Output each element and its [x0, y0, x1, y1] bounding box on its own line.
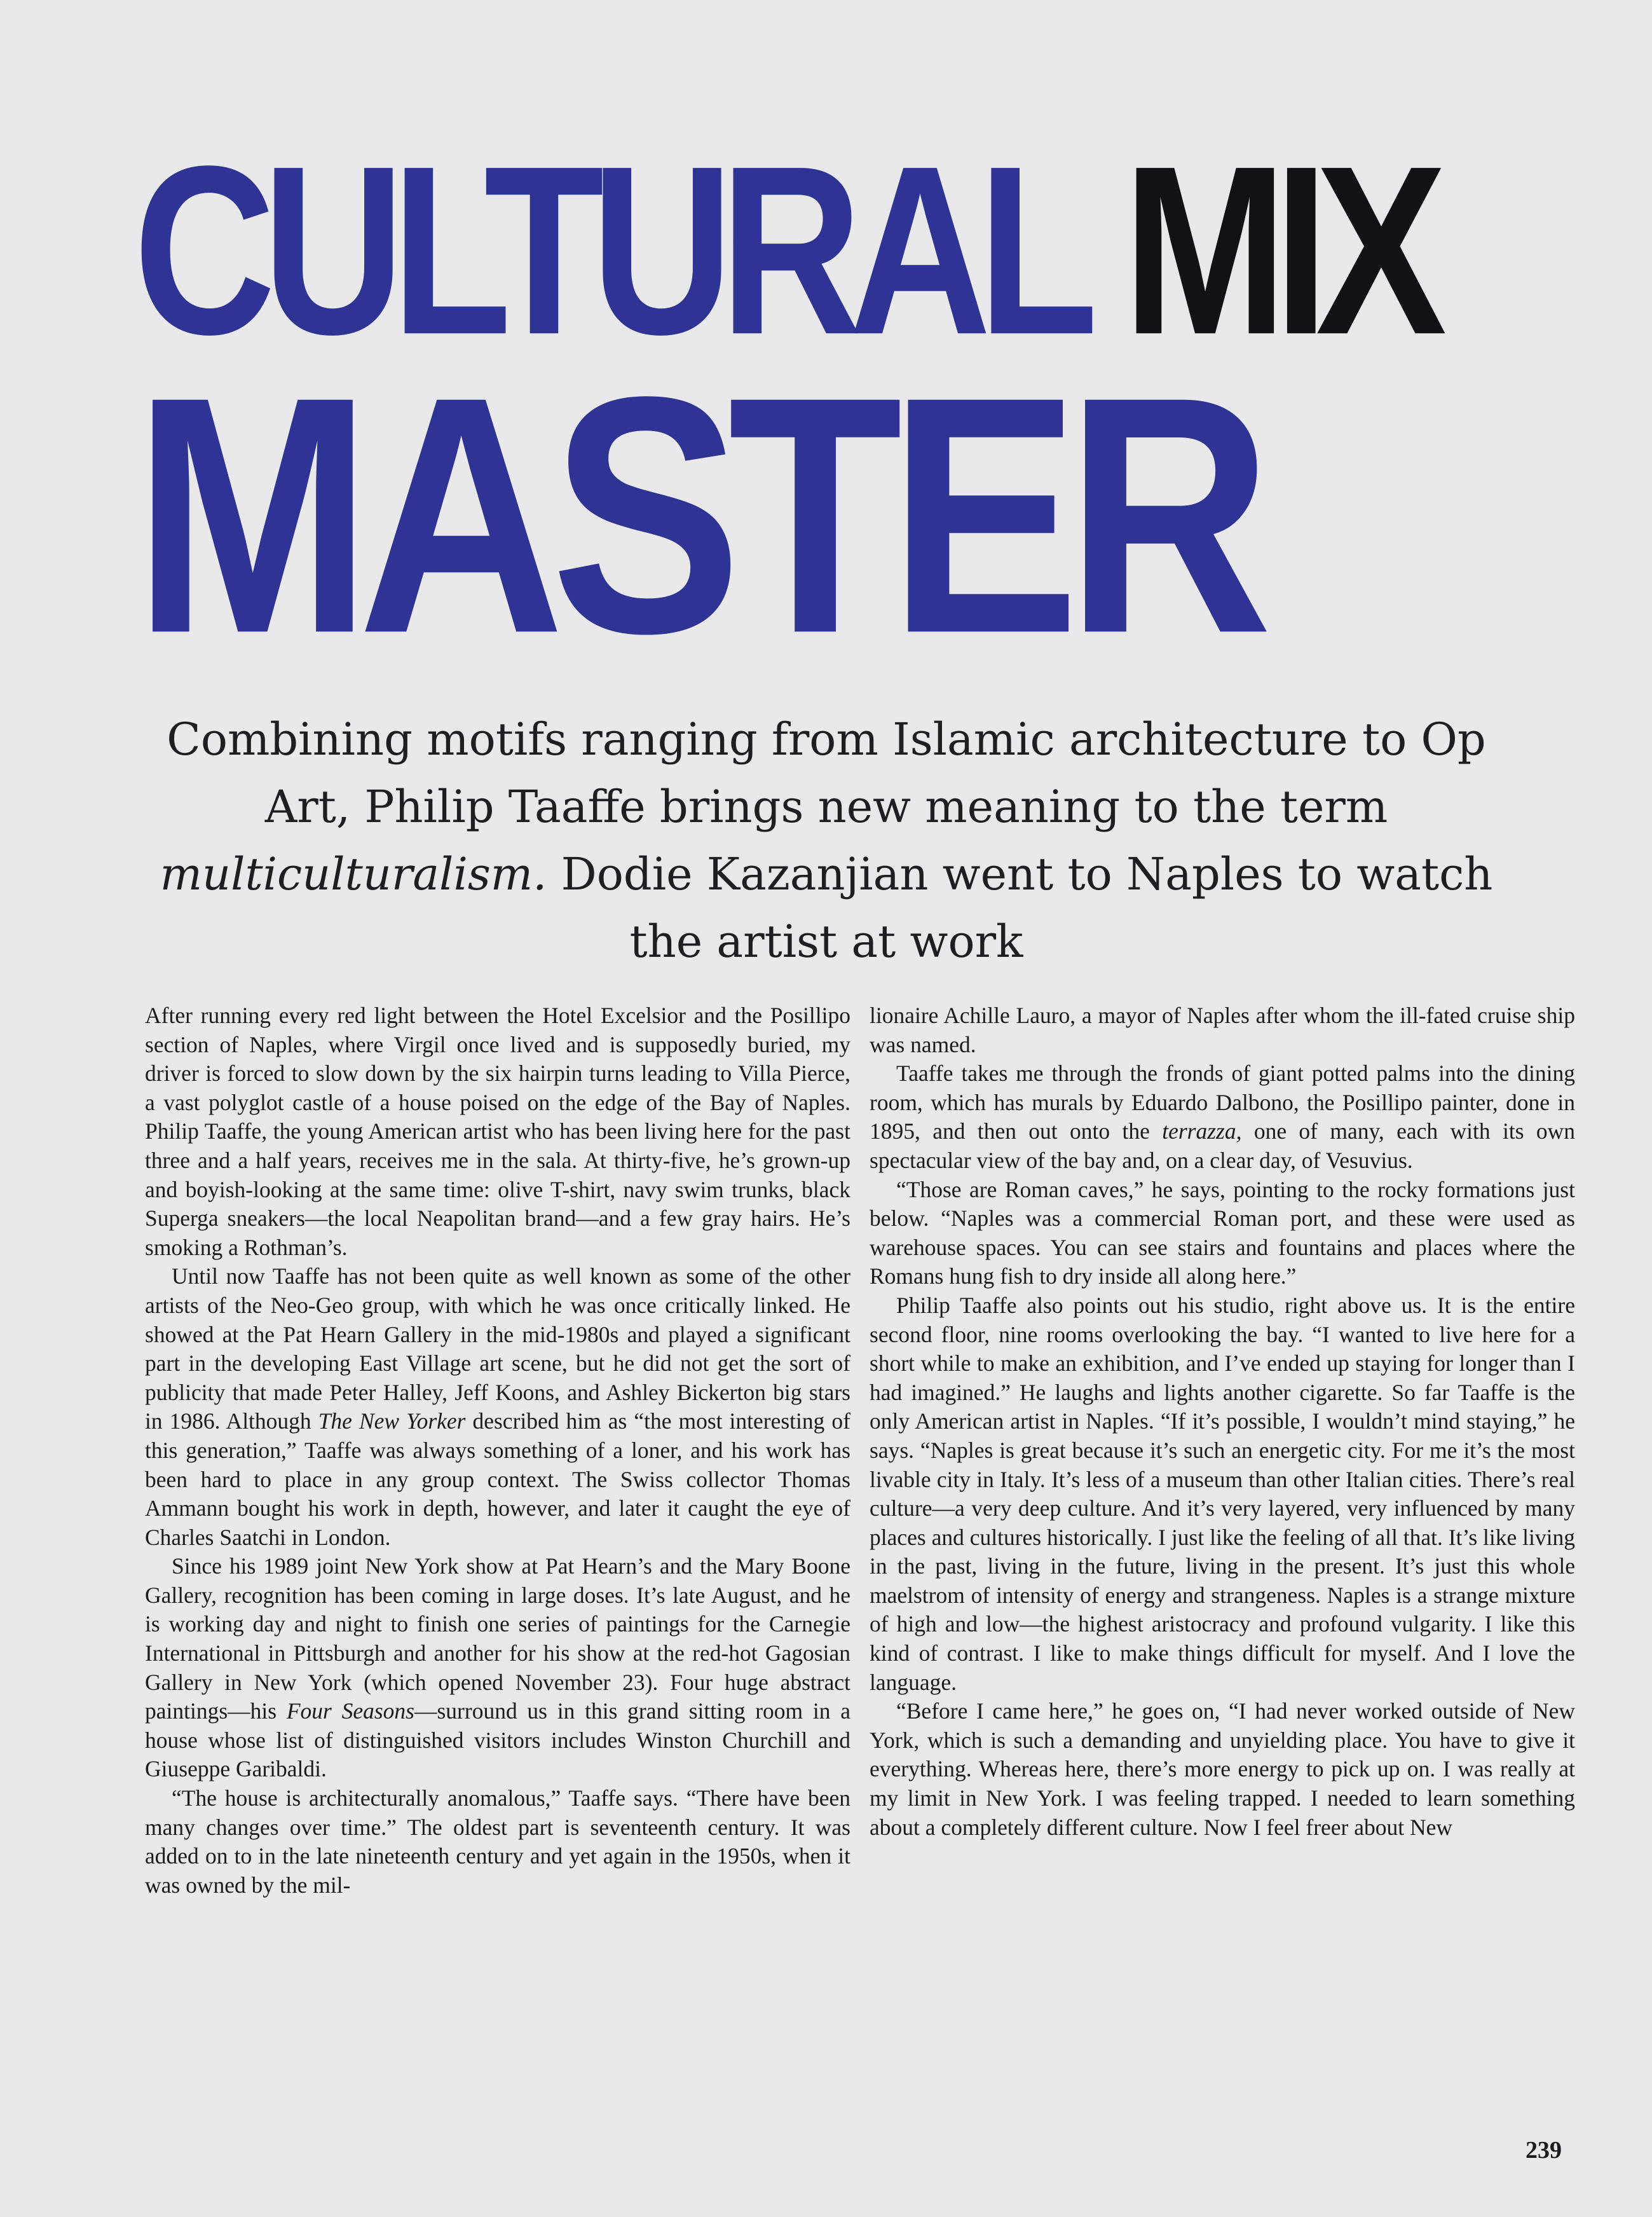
deck-text-post: Dodie Kazanjian went to Naples to watch the artist at work	[561, 848, 1493, 968]
paragraph	[145, 1262, 850, 1552]
paragraph-text: described him as “the most interesting of this generation,” Taaffe was always something of a loner, and his work has been hard to place in any group context. The Swiss collector Thomas Ammann bought his work in depth, however, and later it caught the eye of Charles Saatchi in London.	[145, 1408, 850, 1550]
paragraph-text: —surround us in this grand sitting room in a house whose list of distinguished visitors includes Winston Churchill and Giuseppe Garibaldi.	[145, 1698, 851, 1782]
paragraph: lionaire Achille Lauro, a mayor of Naples after whom the ill-fated cruise ship was named.	[870, 1003, 1575, 1057]
publication-title: The New Yorker	[318, 1408, 466, 1434]
page-number: 239	[1526, 2137, 1562, 2164]
paragraph-text: one of many, each with its own spectacular view of the bay and, on a clear day, of Vesuvius.	[870, 1118, 1575, 1173]
article-column-left	[145, 1001, 850, 1900]
deck-text-pre: Combining motifs ranging from Islamic architecture to Op Art, Philip Taaffe brings new meaning to the term	[167, 713, 1486, 833]
paragraph-text: Until now Taaffe has not been quite as well known as some of the other artists of the Neo-Geo group, with which he was once critically linked. He showed at the Pat Hearn Gallery in the mid-1980s and played a significant part in the developing East Village art scene, but he did not get the sort of publicity that made Peter Halley, Jeff Koons, and Ashley Bickerton big stars in 1986. Although	[145, 1263, 850, 1434]
headline-word-mix: MIX	[1123, 116, 1434, 385]
paragraph-text: Since his 1989 joint New York show at Pat Hearn’s and the Mary Boone Gallery, recognition has been coming in large doses. It’s late August, and he is working day and night to finish one series of paintings for the Carnegie International in Pittsburgh and another for his show at the red-hot Gagosian Gallery in New York (which opened November 23). Four huge abstract paintings—his	[145, 1553, 850, 1724]
italic-term: terrazza,	[1162, 1118, 1242, 1144]
paragraph: “The house is architecturally anomalous,” Taaffe says. “There have been many changes over time.” The oldest part is seventeenth century. It was added on to in the late nineteenth century and yet again in the 1950s, when it was owned by the mil-	[145, 1785, 850, 1898]
paragraph: After running every red light between the Hotel Excelsior and the Posillipo section of Naples, where Virgil once lived and is supposedly buried, my driver is forced to slow down by the six hairpin turns leading to Villa Pierce, a vast polyglot castle of a house poised on the edge of the Bay of Naples. Philip Taaffe, the young American artist who has been living here for the past three and a half years, receives me in the sala. At thirty-five, he’s grown-up and boyish-looking at the same time: olive T-shirt, navy swim trunks, black Superga sneakers—the local Neapolitan brand—and a few gray hairs. He’s smoking a Rothman’s.	[145, 1003, 850, 1260]
paragraph: “Those are Roman caves,” he says, pointing to the rocky formations just below. “Naples was a commercial Roman port, and these were used as warehouse spaces. You can see stairs and fountains and places where the Romans hung fish to dry inside all along here.”	[870, 1176, 1575, 1289]
paragraph: “Before I came here,” he goes on, “I had never worked outside of New York, which is such a demanding and unyielding place. You have to give it everything. Whereas here, there’s more energy to pick up on. I was really at my limit in New York. I was feeling trapped. I needed to learn something about a completely different culture. Now I feel freer about New	[870, 1698, 1575, 1840]
article-column-right	[870, 1001, 1575, 1842]
paragraph-text: Taaffe takes me through the fronds of giant potted palms into the dining room, which has murals by Eduardo Dalbono, the Posillipo painter, done in 1895, and then out onto the	[870, 1060, 1575, 1144]
paragraph	[145, 1552, 850, 1784]
headline-word-cultural: CULTURAL	[133, 116, 1082, 385]
artwork-title: Four Seasons	[286, 1698, 414, 1724]
paragraph	[870, 1059, 1575, 1175]
headline-word-master: MASTER	[133, 326, 1259, 703]
deck-text-italic: multiculturalism.	[160, 848, 547, 900]
deck-subtitle	[146, 706, 1506, 975]
paragraph: Philip Taaffe also points out his studio, right above us. It is the entire second floor, nine rooms overlooking the bay. “I wanted to live here for a short while to make an exhibition, and I’ve ended up staying for longer than I had imagined.” He laughs and lights another cigarette. So far Taaffe is the only American artist in Naples. “If it’s possible, I wouldn’t mind staying,” he says. “Naples is great because it’s such an energetic city. For me it’s the most livable city in Italy. It’s less of a museum than other Italian cities. There’s real culture—a very deep culture. And it’s very layered, very influenced by many places and cultures historically. I just like the feeling of all that. It’s like living in the past, living in the future, living in the present. It’s just this whole maelstrom of intensity of energy and strangeness. Naples is a strange mixture of high and low—the highest aristocracy and profound vulgarity. I like this kind of contrast. I like to make things difficult for myself. And I love the language.	[870, 1292, 1575, 1695]
